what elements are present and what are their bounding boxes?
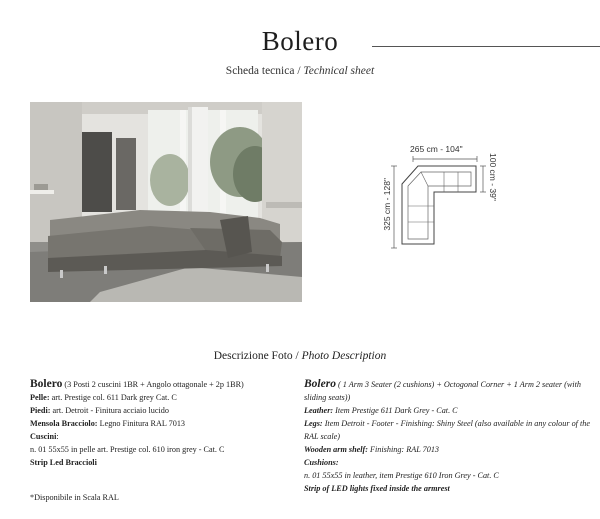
spec-label: Wooden arm shelf: <box>304 445 368 454</box>
description-heading <box>0 350 600 362</box>
spec-value: art. Prestige col. 611 Dark grey Cat. C <box>49 393 177 402</box>
spec-value: n. 01 55x55 in leather, item Prestige 610 Iron Grey - Cat. C <box>304 471 499 480</box>
italian-product-detail: (3 Posti 2 cuscini 1BR + Angolo ottagonale + 2p 1BR) <box>64 380 244 389</box>
dimension-depth: 100 cm - 39" <box>488 153 498 201</box>
spec-label: Pelle: <box>30 393 50 402</box>
spec-value: : <box>56 432 59 441</box>
title-divider <box>372 46 600 47</box>
spec-label: Strip Led Braccioli <box>30 458 97 467</box>
italian-spec-line <box>30 443 300 456</box>
english-spec-line <box>304 469 594 482</box>
sofa-dimension-diagram <box>380 140 500 260</box>
page-subtitle <box>0 65 600 77</box>
italian-description <box>30 378 300 469</box>
dimension-width: 265 cm - 104" <box>410 144 463 154</box>
subtitle-italian: Scheda tecnica / <box>225 65 301 77</box>
english-spec-line <box>304 417 594 443</box>
english-spec-line <box>304 404 594 417</box>
english-spec-line <box>304 482 594 495</box>
english-product-name: Bolero <box>304 378 336 390</box>
english-product-line <box>304 378 594 404</box>
english-product-detail: ( 1 Arm 3 Seater (2 cushions) + Octogonal Corner + 1 Arm 2 seater (with sliding seats)) <box>304 380 581 402</box>
english-description <box>304 378 594 495</box>
sofa-photo-illustration <box>30 102 302 302</box>
subtitle-english: Technical sheet <box>303 65 375 77</box>
english-spec-line <box>304 456 594 469</box>
italian-spec-line <box>30 404 300 417</box>
description-heading-english: Photo Description <box>301 350 387 362</box>
italian-spec-line <box>30 456 300 469</box>
italian-product-name: Bolero <box>30 378 63 390</box>
spec-label: Cushions: <box>304 458 339 467</box>
spec-value: Legno Finitura RAL 7013 <box>97 419 186 428</box>
english-spec-line <box>304 443 594 456</box>
italian-product-line <box>30 378 300 391</box>
spec-value: n. 01 55x55 in pelle art. Prestige col. 610 iron grey - Cat. C <box>30 445 225 454</box>
spec-value: Finishing: RAL 7013 <box>367 445 440 454</box>
product-photo <box>30 102 302 302</box>
description-heading-italian: Descrizione Foto / <box>213 350 299 362</box>
spec-label: Cuscini <box>30 432 57 441</box>
italian-spec-line <box>30 430 300 443</box>
spec-value: Item Prestige 611 Dark Grey - Cat. C <box>333 406 458 415</box>
spec-value: art. Detroit - Finitura acciaio lucido <box>50 406 169 415</box>
spec-label: Mensola Bracciolo: <box>30 419 98 428</box>
ral-availability-note: *Disponibile in Scala RAL <box>30 493 119 502</box>
spec-label: Legs: <box>304 419 323 428</box>
spec-label: Strip of LED lights fixed inside the armrest <box>304 484 450 493</box>
spec-label: Piedi: <box>30 406 51 415</box>
page-title: Bolero <box>261 26 339 56</box>
italian-spec-line <box>30 417 300 430</box>
spec-value: Item Detroit - Footer - Finishing: Shiny Steel (also available in any colour of the RAL scale) <box>304 419 590 441</box>
italian-spec-line <box>30 391 300 404</box>
dimension-length: 325 cm - 128" <box>382 178 392 231</box>
spec-label: Leather: <box>304 406 334 415</box>
